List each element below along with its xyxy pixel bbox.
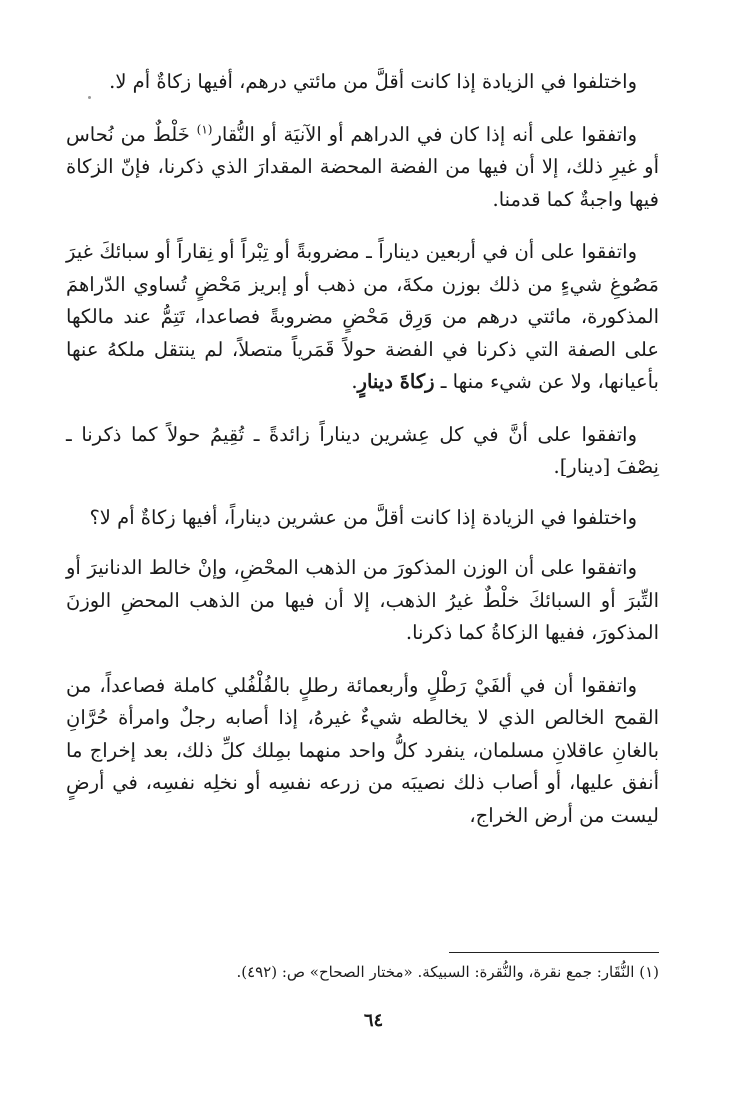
paragraph-7: واتفقوا أن في ألفَيْ رَطْلٍ وأربعمائة رطلٍ بالفُلْفُلي كاملة فصاعداً، من القمح الخالص الذي لا يخالطه شيءٌ غيرهُ، إذا أصابه رجلٌ وامرأة حُرَّانِ بالغانِ عاقلانِ مسلمان، ينفرد كلُّ واحد منهما بمِلك كلِّ ذلك، بعد إخراج ما أنفق عليها، أو أصاب ذلك نصيبَه من زرعه نفسِه أو نخلِه نفسِه، في أرضٍ ليست من أرض الخراج،	[66, 673, 659, 827]
paragraph-2	[66, 119, 659, 217]
paragraph-3-end: .	[351, 370, 358, 393]
main-text	[66, 66, 659, 852]
paragraph-2-part-1: واتفقوا على أنه إذا كان في الدراهم أو الآنيَة أو النُّقار	[212, 122, 637, 146]
paragraph-1: واختلفوا في الزيادة إذا كانت أقلَّ من مائتي درهم، أفيها زكاةٌ أم لا.	[109, 70, 637, 93]
paragraph-3	[66, 236, 659, 399]
paragraph-3-part-1: واتفقوا على أن في أربعين ديناراً ـ مضروبةً أو تِبْراً أو نِقاراً أو سبائكَ غيرَ مَصُوغِ شيءٍ من ذلك بوزن مكةَ، من ذهب أو إبريز مَحْضٍ تُساوي الدّراهمَ المذكورة، مائتي درهم من وَرِق مَحْضٍ مضروبةً فصاعدا، تَتِمُّ عند مالكها على الصفة التي ذكرنا في الفضة حولاً قَمَرياً متصلاً، لم ينتقل ملكهُ عنها بأعيانها، ولا عن شيء منها ـ	[66, 240, 659, 393]
footnote: (١) النُّقَار: جمع نقرة، والنُّقرة: السبيكة. «مختار الصحاح» ص: (٤٩٢).	[236, 963, 659, 981]
paragraph-5: واختلفوا في الزيادة إذا كانت أقلَّ من عشرين ديناراً، أفيها زكاةٌ أم لا؟	[89, 505, 637, 529]
paragraph-4: واتفقوا على أنَّ في كل عِشرين ديناراً زائدةً ـ تُقِيمُ حولاً كما ذكرنا ـ نِصْفَ [دينار].	[66, 422, 659, 478]
page-number: ٦٤	[363, 1010, 384, 1031]
paragraph-2-part-2: خَلْطٌ من نُحاس أو غيرِ ذلك، إلا أن فيها من الفضة المحضة المقدارَ الذي ذكرنا، فإنّ الزكاة فيها واجبةٌ كما قدمنا.	[66, 122, 659, 211]
footnote-reference[interactable]: (١)	[196, 122, 213, 136]
paragraph-3-bold-phrase: زكاةَ دينارٍ	[357, 370, 435, 393]
footnote-divider	[449, 952, 659, 953]
paragraph-6: واتفقوا على أن الوزن المذكورَ من الذهب المحْضِ، وإنْ خالط الدنانيرَ أو التِّبرَ أو السبائكَ خلْطٌ غيرُ الذهب، إلا أن فيها من الذهب المحضِ الوزنَ المذكورَ، ففيها الزكاةُ كما ذكرنا.	[66, 556, 659, 644]
